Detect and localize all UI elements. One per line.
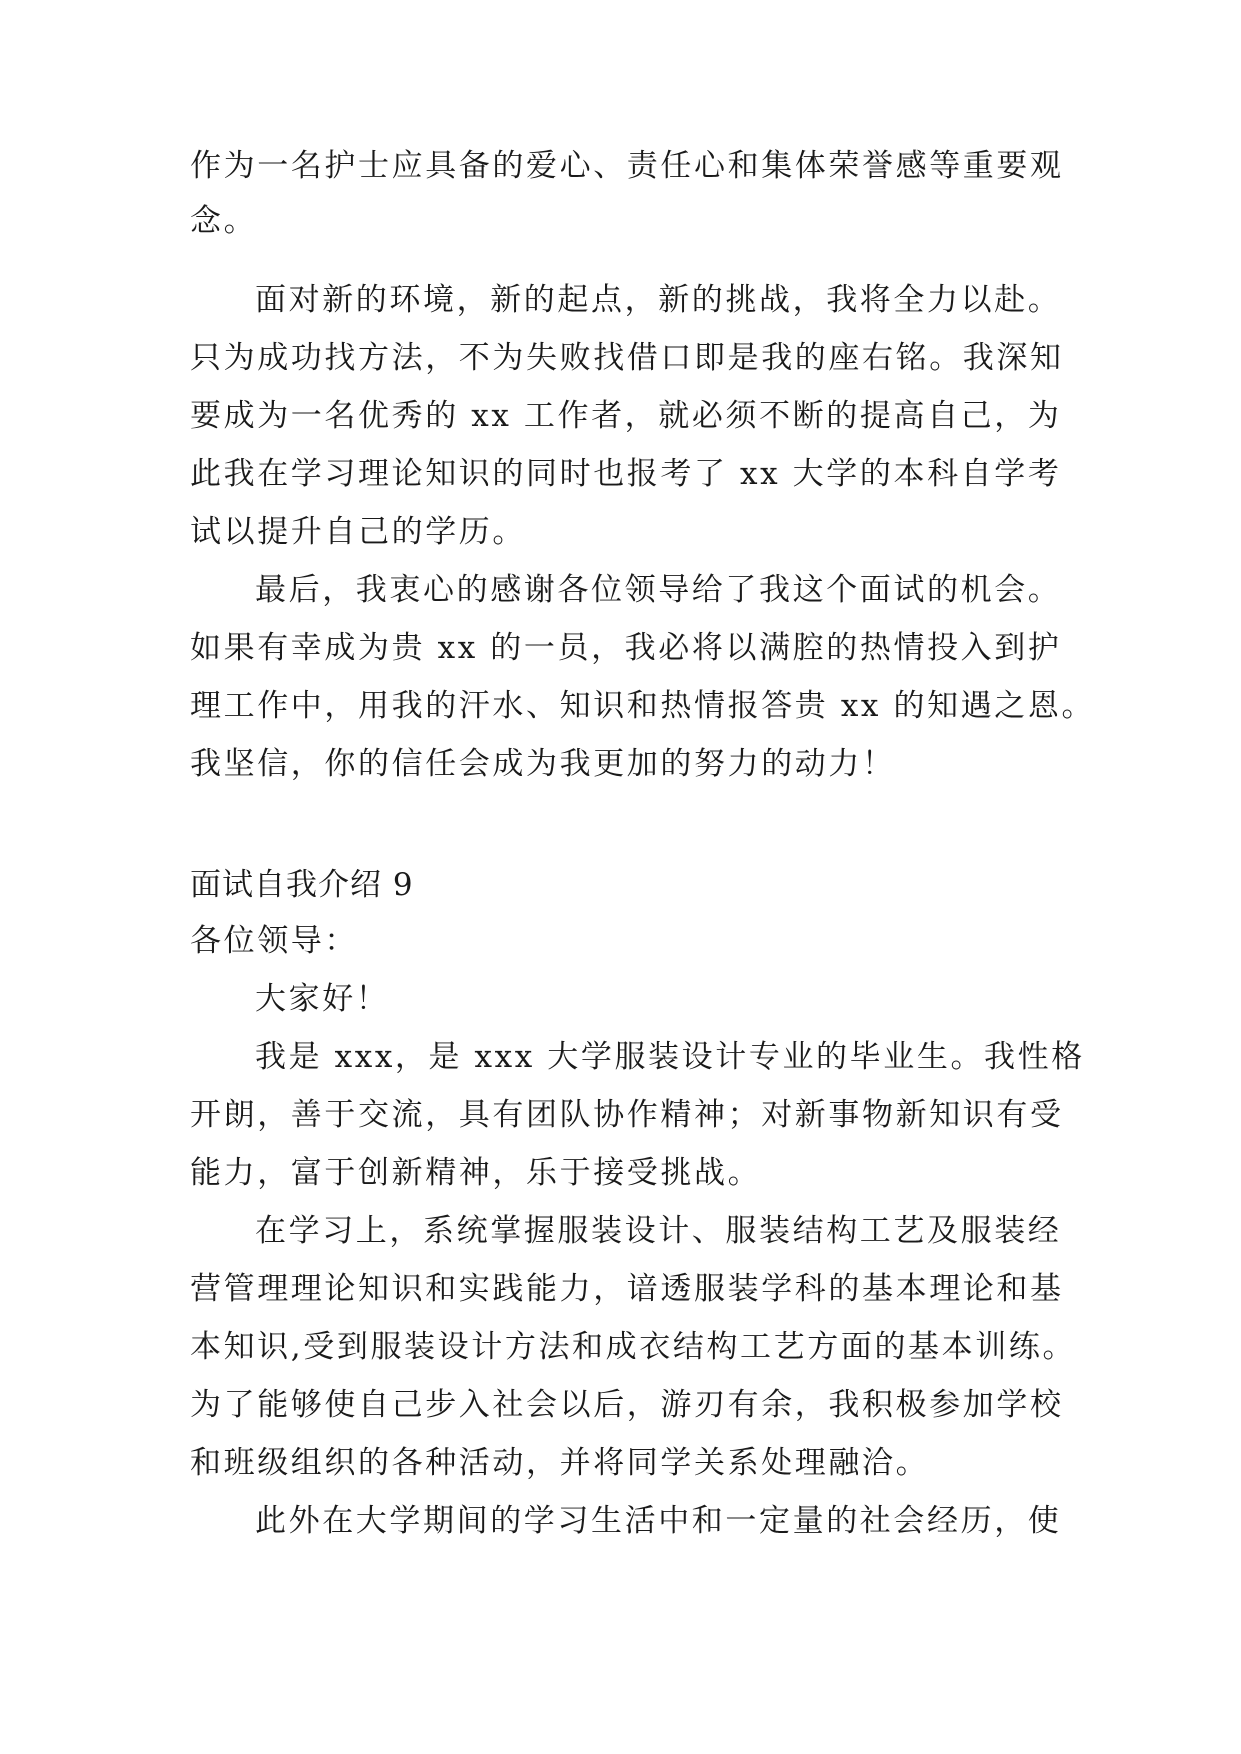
text-line: 本知识,受到服装设计方法和成衣结构工艺方面的基本训练。: [190, 1329, 1077, 1365]
paragraph-start: 我是 xxx，是 xxx 大学服装设计专业的毕业生。我性格: [255, 1039, 1085, 1075]
text-line: 为了能够使自己步入社会以后，游刃有余，我积极参加学校: [190, 1387, 1064, 1423]
text-line: 我坚信，你的信任会成为我更加的努力的动力！: [190, 746, 896, 782]
section-heading: 面试自我介绍 9: [190, 867, 414, 903]
text-line: 试以提升自己的学历。: [190, 514, 526, 550]
text-line: 作为一名护士应具备的爱心、责任心和集体荣誉感等重要观: [190, 148, 1064, 184]
paragraph-start: 此外在大学期间的学习生活中和一定量的社会经历，使: [255, 1503, 1062, 1539]
paragraph-start: 最后，我衷心的感谢各位领导给了我这个面试的机会。: [255, 572, 1062, 608]
text-line: 能力，富于创新精神，乐于接受挑战。: [190, 1155, 762, 1191]
text-line: 念。: [190, 203, 258, 239]
text-line: 要成为一名优秀的 xx 工作者，就必须不断的提高自己，为: [190, 398, 1062, 434]
text-line: 开朗，善于交流，具有团队协作精神；对新事物新知识有受: [190, 1097, 1064, 1133]
text-line: 只为成功找方法，不为失败找借口即是我的座右铭。我深知: [190, 340, 1064, 376]
text-line: 如果有幸成为贵 xx 的一员，我必将以满腔的热情投入到护: [190, 630, 1062, 666]
paragraph-start: 面对新的环境，新的起点，新的挑战，我将全力以赴。: [255, 282, 1062, 318]
text-line: 营管理理论知识和实践能力，谙透服装学科的基本理论和基: [190, 1271, 1064, 1307]
salutation: 各位领导：: [190, 923, 358, 959]
text-line: 和班级组织的各种活动，并将同学关系处理融洽。: [190, 1445, 930, 1481]
greeting: 大家好！: [255, 981, 390, 1017]
text-line: 此我在学习理论知识的同时也报考了 xx 大学的本科自学考: [190, 456, 1062, 492]
paragraph-start: 在学习上，系统掌握服装设计、服装结构工艺及服装经: [255, 1213, 1062, 1249]
text-line: 理工作中，用我的汗水、知识和热情报答贵 xx 的知遇之恩。: [190, 688, 1096, 724]
